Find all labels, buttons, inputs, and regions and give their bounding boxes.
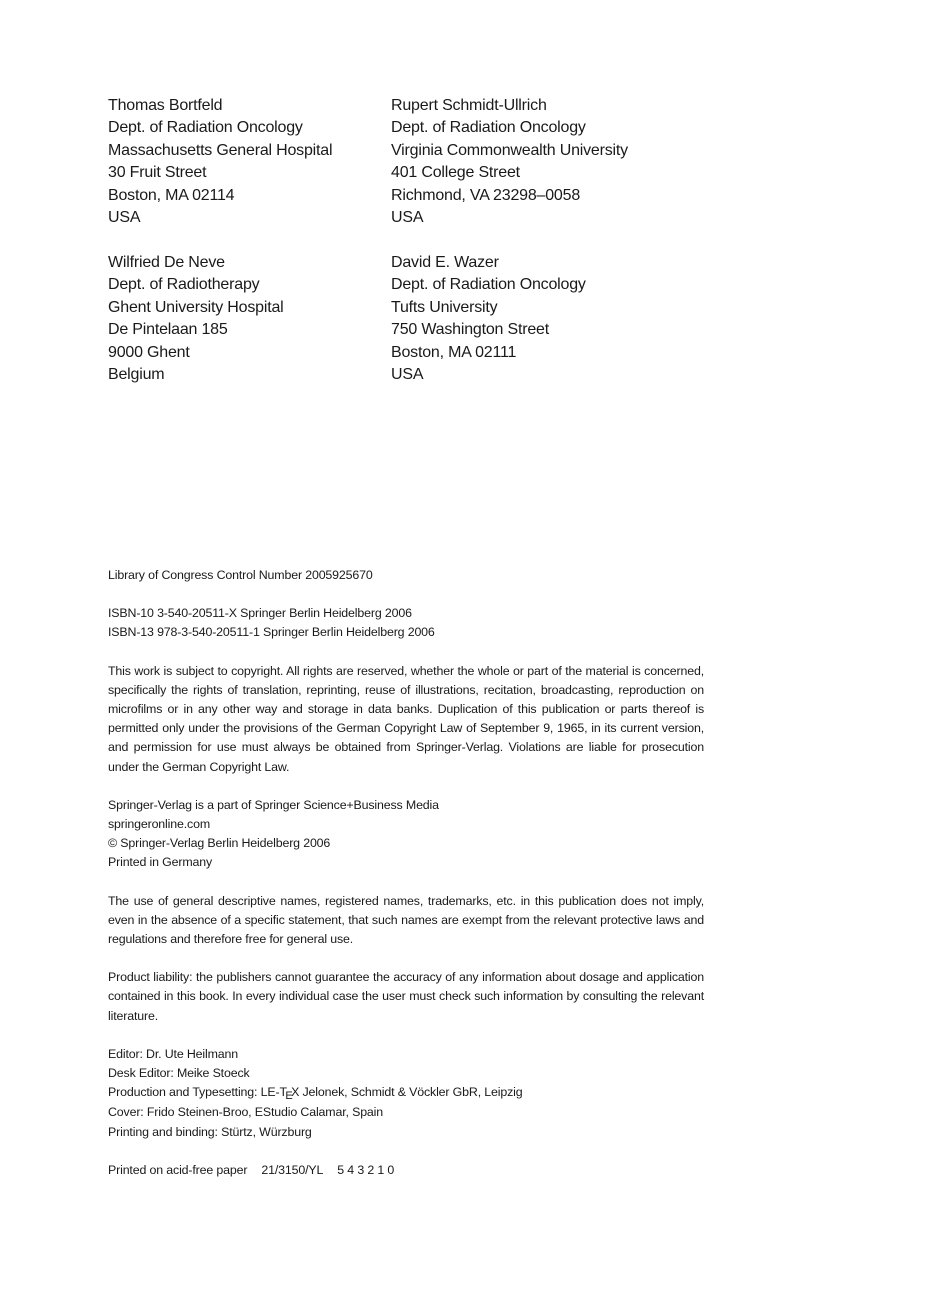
address-line: 30 Fruit Street [108,164,207,182]
author-address-bortfeld [108,95,388,229]
liability-notice: Product liability: the publishers cannot guarantee the accuracy of any information about dosage and application contained in this book. In every individual case the user must check such information by consulting the relevant literature. [108,970,704,1023]
address-line: USA [391,209,424,227]
paper-note: Printed on acid-free paper [108,1162,248,1177]
address-line: Boston, MA 02114 [108,186,235,204]
address-line: Dept. of Radiation Oncology [108,119,303,137]
isbn-10: ISBN-10 3-540-20511-X Springer Berlin Heidelberg 2006 [108,606,412,621]
copyright-notice: This work is subject to copyright. All rights are reserved, whether the whole or part of the material is concerned, specifically the rights of translation, reprinting, reuse of illustrations, recitation, broadcasting, reproduction on microfilms or in any other way and storage in data banks. Duplication of this publication or parts thereof is permitted only under the provisions of the German Copyright Law of September 9, 1965, in its current version, and permission for use must always be obtained from Springer-Verlag. Violations are liable for prosecution under the German Copyright Law. [108,663,704,774]
address-line: Virginia Commonwealth University [391,141,628,159]
paper-code: 21/3150/YL [261,1162,324,1177]
address-line: 9000 Ghent [108,343,190,361]
production-suffix: X Jelonek, Schmidt & Vöckler GbR, Leipzig [291,1085,523,1100]
address-line: Ghent University Hospital [108,298,284,316]
tex-logo-e: E [285,1090,293,1103]
production-credit [108,1083,704,1103]
author-address-de-neve [108,252,388,386]
address-line: Massachusetts General Hospital [108,141,333,159]
address-line: Tufts University [391,298,498,316]
author-name: Rupert Schmidt-Ullrich [391,97,547,114]
print-run: 5 4 3 2 1 0 [337,1162,395,1177]
editor-credit: Editor: Dr. Ute Heilmann [108,1046,238,1061]
publisher-affiliation: Springer-Verlag is a part of Springer Science+Business Media [108,797,439,812]
desk-editor-credit: Desk Editor: Meike Stoeck [108,1066,250,1081]
imprint-section [108,566,704,1180]
printing-credit: Printing and binding: Stürtz, Würzburg [108,1124,312,1139]
address-line: Belgium [108,366,165,384]
address-line: Richmond, VA 23298–0058 [391,186,581,204]
paper-line [108,1161,704,1180]
author-name: David E. Wazer [391,254,499,271]
copyright-line: © Springer-Verlag Berlin Heidelberg 2006 [108,836,331,851]
address-line: 401 College Street [391,164,520,182]
isbn-13: ISBN-13 978-3-540-20511-1 Springer Berlin Heidelberg 2006 [108,625,435,640]
cover-credit: Cover: Frido Steinen-Broo, EStudio Calamar, Spain [108,1105,384,1120]
address-line: 750 Washington Street [391,321,549,339]
publisher-website: springeronline.com [108,817,210,832]
address-line: De Pintelaan 185 [108,321,228,339]
address-line: Dept. of Radiation Oncology [391,119,586,137]
address-line: Dept. of Radiation Oncology [391,276,586,294]
trademark-notice: The use of general descriptive names, registered names, trademarks, etc. in this publication does not imply, even in the absence of a specific statement, that such names are exempt from the relevant protective laws and regulations and therefore free for general use. [108,893,704,947]
printed-in: Printed in Germany [108,855,213,870]
author-name: Wilfried De Neve [108,254,225,271]
author-address-wazer [391,252,671,386]
author-name: Thomas Bortfeld [108,97,223,114]
address-line: USA [391,366,424,384]
address-line: Dept. of Radiotherapy [108,276,260,294]
address-line: USA [108,209,141,227]
author-address-schmidt-ullrich [391,95,671,229]
production-prefix: Production and Typesetting: LE-T [108,1085,287,1100]
loc-control-number: Library of Congress Control Number 2005925670 [108,568,373,582]
address-line: Boston, MA 02111 [391,343,517,361]
